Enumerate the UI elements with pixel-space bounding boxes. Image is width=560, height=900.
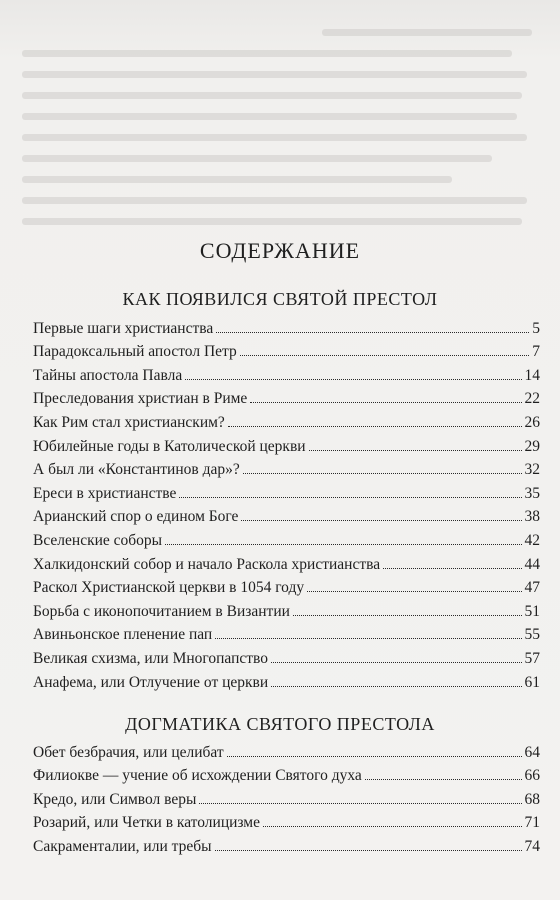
dot-leader	[216, 332, 529, 333]
toc-entry-title: Халкидонский собор и начало Раскола христианства	[33, 555, 381, 573]
toc-entry	[33, 621, 540, 645]
toc-entry-title: Ереси в христианстве	[33, 484, 177, 502]
dot-leader	[365, 779, 522, 780]
toc-entry-page-number: 29	[524, 437, 540, 455]
toc-entry-page-number: 22	[524, 390, 540, 408]
toc-entry-page-number: 55	[524, 626, 540, 644]
toc-entry-page-number: 26	[524, 413, 540, 431]
toc-entry	[33, 503, 540, 527]
dot-leader	[179, 497, 521, 498]
dot-leader	[271, 662, 521, 663]
toc-entry-title: Великая схизма, или Многопапство	[33, 649, 269, 667]
dot-leader	[263, 826, 522, 827]
toc-entry-page-number: 61	[524, 673, 540, 691]
toc-entry-title: Как Рим стал христианским?	[33, 413, 225, 431]
dot-leader	[293, 615, 522, 616]
toc-entry-page-number: 68	[524, 790, 540, 808]
toc-entry-page-number: 71	[524, 814, 540, 832]
section-heading-2: ДОГМАТИКА СВЯТОГО ПРЕСТОЛА	[125, 714, 435, 734]
toc-entry	[33, 456, 540, 480]
toc-entry-title: Арианский спор о едином Боге	[33, 508, 239, 526]
dot-leader	[309, 450, 522, 451]
toc-entry-title: Розарий, или Четки в католицизме	[33, 814, 260, 832]
toc-entry	[33, 644, 540, 668]
toc-list-2	[33, 738, 540, 856]
toc-entry-title: Преследования христиан в Риме	[33, 390, 248, 408]
toc-entry-title: Раскол Христианской церкви в 1054 году	[33, 579, 305, 597]
toc-entry	[33, 738, 540, 762]
toc-entry-title: Вселенские соборы	[33, 531, 163, 549]
toc-entry-title: Обет безбрачия, или целибат	[33, 743, 224, 761]
toc-entry-title: Борьба с иконопочитанием в Византии	[33, 602, 290, 620]
toc-entry-page-number: 5	[532, 319, 540, 337]
toc-entry-page-number: 14	[524, 366, 540, 384]
toc-entry	[33, 338, 540, 362]
dot-leader	[215, 850, 522, 851]
toc-entry	[33, 832, 540, 856]
dot-leader	[185, 379, 521, 380]
dot-leader	[215, 638, 521, 639]
toc-entry-page-number: 74	[524, 837, 540, 855]
dot-leader	[250, 402, 521, 403]
toc-entry-title: Парадоксальный апостол Петр	[33, 343, 237, 361]
dot-leader	[307, 591, 521, 592]
dot-leader	[228, 426, 522, 427]
section-heading-1: КАК ПОЯВИЛСЯ СВЯТОЙ ПРЕСТОЛ	[122, 289, 438, 309]
toc-entry-title: Первые шаги христианства	[33, 319, 214, 337]
toc-entry	[33, 574, 540, 598]
toc-entry	[33, 785, 540, 809]
toc-entry	[33, 809, 540, 833]
dot-leader	[271, 686, 521, 687]
toc-entry	[33, 762, 540, 786]
toc-entry	[33, 526, 540, 550]
toc-entry	[33, 432, 540, 456]
toc-entry	[33, 314, 540, 338]
toc-entry-title: Филиокве — учение об исхождении Святого духа	[33, 767, 362, 785]
toc-entry-title: А был ли «Константинов дар»?	[33, 461, 240, 479]
toc-entry-page-number: 47	[524, 579, 540, 597]
toc-entry-title: Анафема, или Отлучение от церкви	[33, 673, 269, 691]
dot-leader	[227, 756, 522, 757]
toc-list-1	[33, 314, 540, 692]
dot-leader	[199, 803, 521, 804]
toc-entry-page-number: 7	[532, 343, 540, 361]
contents-title: СОДЕРЖАНИЕ	[199, 238, 361, 263]
toc-entry	[33, 597, 540, 621]
bleed-through-text	[22, 22, 540, 232]
toc-entry-page-number: 57	[524, 649, 540, 667]
toc-entry-title: Авиньонское пленение пап	[33, 626, 213, 644]
dot-leader	[383, 568, 521, 569]
toc-entry-page-number: 51	[524, 602, 540, 620]
toc-entry	[33, 385, 540, 409]
toc-entry-page-number: 66	[524, 767, 540, 785]
toc-entry-page-number: 64	[524, 743, 540, 761]
toc-entry	[33, 550, 540, 574]
toc-entry	[33, 408, 540, 432]
dot-leader	[240, 355, 530, 356]
toc-entry-page-number: 38	[524, 508, 540, 526]
dot-leader	[243, 473, 522, 474]
toc-entry-page-number: 42	[524, 531, 540, 549]
toc-entry	[33, 668, 540, 692]
toc-entry-title: Кредо, или Символ веры	[33, 790, 197, 808]
dot-leader	[241, 520, 521, 521]
toc-entry-page-number: 44	[524, 555, 540, 573]
toc-entry-title: Сакраменталии, или требы	[33, 837, 212, 855]
toc-entry	[33, 479, 540, 503]
toc-entry-page-number: 32	[524, 461, 540, 479]
toc-entry	[33, 361, 540, 385]
toc-entry-page-number: 35	[524, 484, 540, 502]
toc-entry-title: Юбилейные годы в Католической церкви	[33, 437, 306, 455]
toc-entry-title: Тайны апостола Павла	[33, 366, 183, 384]
dot-leader	[165, 544, 521, 545]
